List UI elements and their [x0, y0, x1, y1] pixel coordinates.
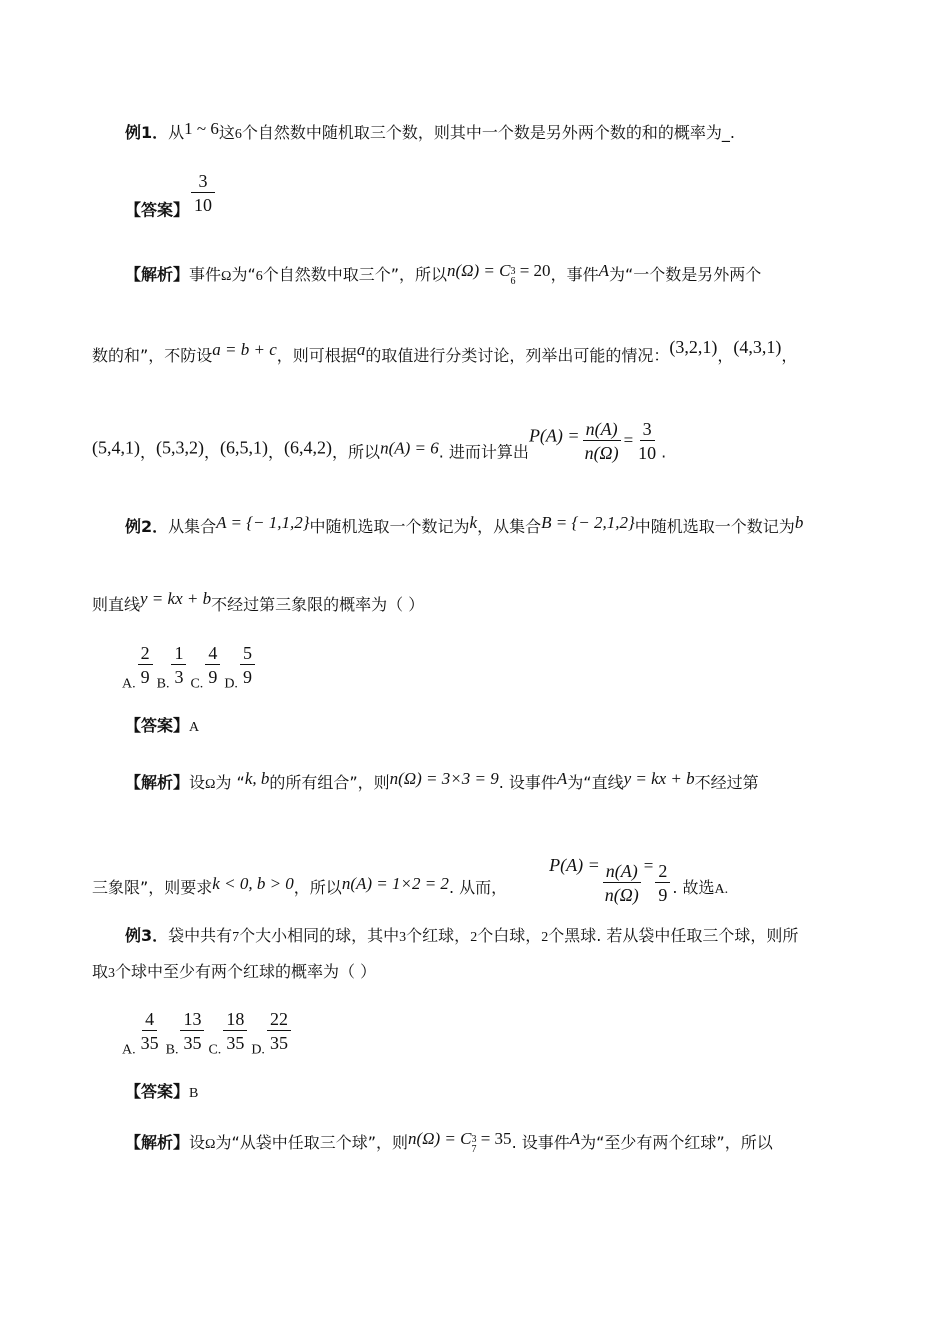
- ex2-analysis-line2: 三象限”，则要求k < 0, b > 0，所以n(A) = 1×2 = 2. 从而，P(A) = $\frac{n(A)}{n(\Omega)}$ = $\frac{2}{9}$ . 故选A.: [92, 855, 729, 905]
- ex3-question: 例3．袋中共有7个大小相同的球，其中3个红球，2个白球，2个黑球. 若从袋中任取三个球，则所: [125, 926, 799, 945]
- ex2-options: [122, 644, 259, 692]
- ex2-analysis-line1: 【解析】设Ω为 “k, b的所有组合”，则n(Ω) = 3×3 = 9. 设事件A为“直线y = kx + b不经过第: [125, 769, 759, 792]
- ex3-analysis-line1: 【解析】设Ω为“从袋中任取三个球”，则n(Ω) = C 3 7 = 35. 设事件A为“至少有两个红球”，所以: [125, 1129, 773, 1155]
- ex2-answer: 【答案】A: [125, 716, 200, 735]
- ex2-option-fraction: $\frac{1}{3}$: [171, 644, 186, 686]
- ex2-option-b-letter: B.: [156, 676, 170, 692]
- ex3-option-c-letter: C.: [208, 1042, 222, 1058]
- ex1-answer: [125, 172, 217, 219]
- ex3-question-line2: 取3个球中至少有两个红球的概率为（ ）: [92, 962, 377, 981]
- ex2-question: 例2．从集合A = {− 1,1,2}中随机选取一个数记为k，从集合B = {− 2,1,2}中随机选取一个数记为b: [125, 513, 804, 536]
- ex3-option-fraction: $\frac{13}{35}$: [180, 1010, 204, 1052]
- ex3-option-fraction: $\frac{22}{35}$: [267, 1010, 291, 1052]
- ex2-question-line2: 则直线y = kx + b不经过第三象限的概率为（ ）: [92, 589, 425, 614]
- ex2-option-a-letter: A.: [122, 676, 136, 692]
- ex1-analysis-line3: (5,4,1)，(5,3,2)，(6,5,1)，(6,4,2)，所以n(A) = 6. 进而计算出P(A) = $\frac{n(A)}{n(\Omega)}$ = $\frac{3}{10}$ .: [92, 419, 667, 463]
- ex1-analysis-line2: 数的和”，不防设a = b + c，则可根据a的取值进行分类讨论，列举出可能的情况：(3,2,1)，(4,3,1)，: [92, 337, 798, 365]
- ex2-option-d-letter: D.: [224, 676, 238, 692]
- ex1-question: 例1．从1 ~ 6这6个自然数中随机取三个数，则其中一个数是另外两个数的和的概率为_.: [125, 119, 735, 142]
- ex3-option-fraction: $\frac{18}{35}$: [223, 1010, 247, 1052]
- ex3-option-a-letter: A.: [122, 1042, 136, 1058]
- ex1-answer-fraction: $\frac{3}{10}$: [191, 172, 215, 214]
- ex3-options: [122, 1010, 295, 1058]
- ex3-option-b-letter: B.: [165, 1042, 179, 1058]
- ex3-answer: 【答案】B: [125, 1082, 199, 1101]
- ex1-label: 例1．: [125, 123, 169, 142]
- ex3-option-fraction: $\frac{4}{35}$: [140, 1009, 159, 1053]
- analysis-label: 【解析】: [125, 265, 190, 284]
- ex1-prob-fraction: $\frac{n(A)}{n(\Omega)}$: [584, 419, 619, 463]
- answer-label: 【答案】: [125, 200, 190, 220]
- ex2-label: 例2．: [125, 517, 169, 536]
- ex3-option-d-letter: D.: [251, 1042, 265, 1058]
- ex3-label: 例3．: [125, 926, 169, 945]
- ex2-option-fraction: $\frac{4}{9}$: [205, 644, 220, 686]
- ex2-option-fraction: $\frac{5}{9}$: [240, 644, 255, 686]
- ex2-prob-fraction: $\frac{n(A)}{n(\Omega)}$: [604, 861, 639, 905]
- ex1-analysis-line1: 【解析】事件Ω为“6个自然数中取三个”，所以n(Ω) = C 3 6 = 20，事件A为“一个数是另外两个: [125, 261, 762, 287]
- ex2-option-c-letter: C.: [190, 676, 204, 692]
- ex2-option-fraction: $\frac{2}{9}$: [138, 644, 153, 686]
